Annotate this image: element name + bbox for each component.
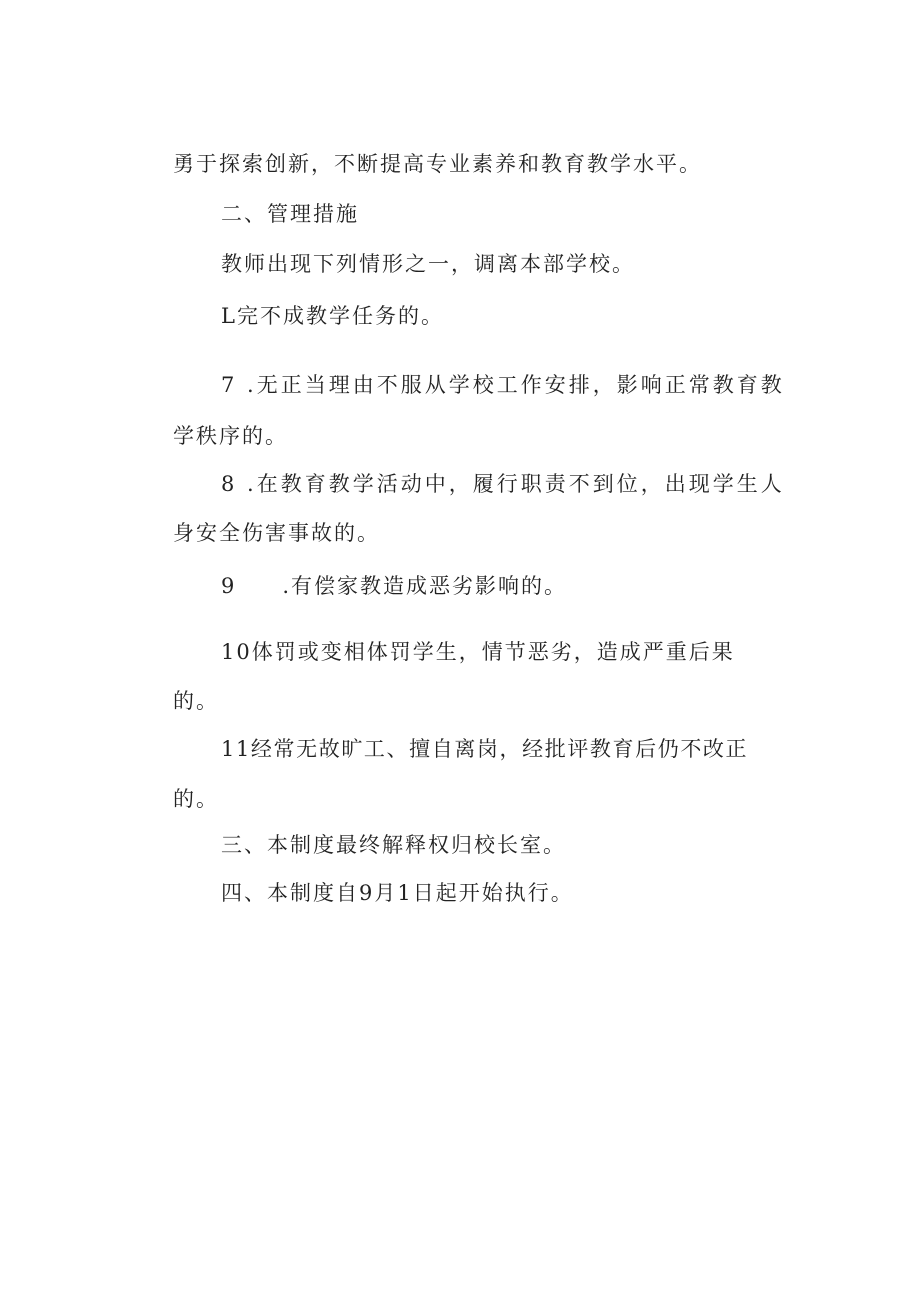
list-item-9: 9 .有偿家教造成恶劣影响的。 [221, 574, 568, 598]
paragraph-continuation-line: 勇于探索创新，不断提高专业素养和教育教学水平。 [173, 152, 702, 176]
list-item-8-continuation: 身安全伤害事故的。 [173, 521, 380, 545]
list-item-10-continuation: 的。 [173, 689, 219, 713]
list-item-11: 11经常无故旷工、擅自离岗，经批评教育后仍不改正 [221, 737, 749, 761]
list-item-11-continuation: 的。 [173, 787, 219, 811]
list-item-8: 8 .在教育教学活动中，履行职责不到位，出现学生人 [221, 472, 785, 496]
list-item-7-continuation: 学秩序的。 [173, 424, 288, 448]
paragraph-intro: 教师出现下列情形之一，调离本部学校。 [221, 252, 635, 276]
list-item-7: 7 .无正当理由不服从学校工作安排，影响正常教育教 [221, 373, 785, 397]
list-item-1: L完不成教学任务的。 [221, 304, 444, 328]
list-item-10: 10体罚或变相体罚学生，情节恶劣，造成严重后果 [221, 640, 735, 664]
section-heading-effective-date: 四、本制度自9月1日起开始执行。 [221, 881, 574, 905]
section-heading-management: 二、管理措施 [221, 202, 359, 226]
section-heading-interpretation: 三、本制度最终解释权归校长室。 [221, 833, 566, 857]
